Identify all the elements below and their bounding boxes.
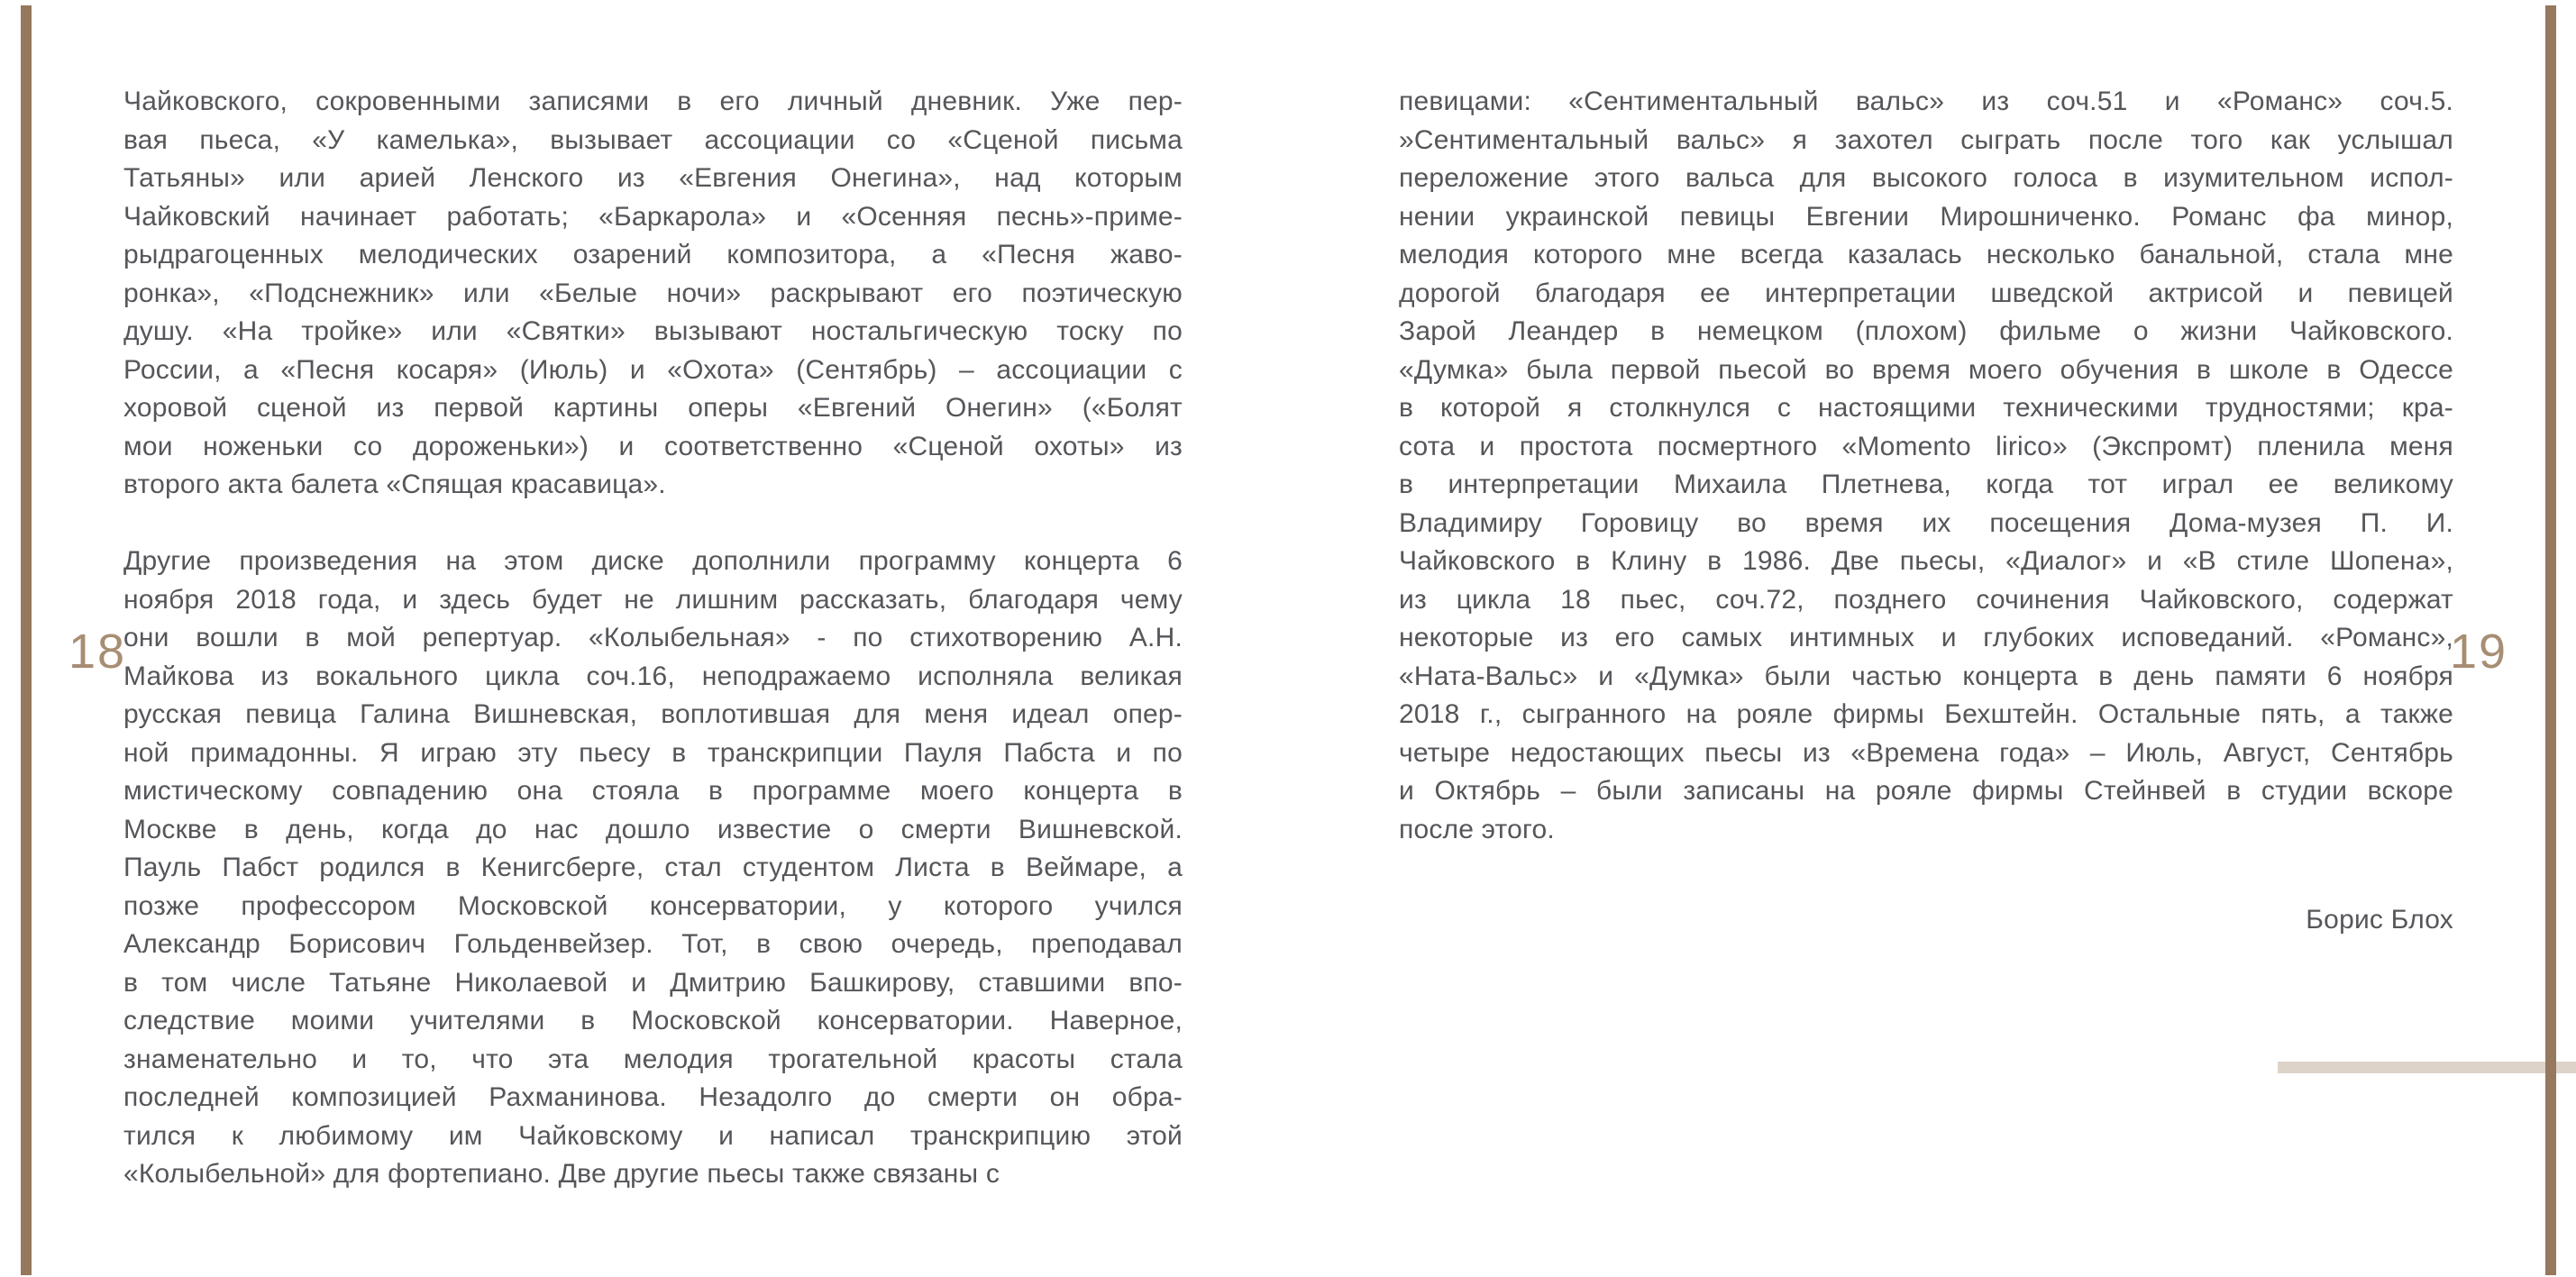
text-line: нении украинской певицы Евгении Мирошниченко. Романс фа минор,	[1399, 201, 2453, 232]
text-line: «Ната-Вальс» и «Думка» были частью концерта в день памяти 6 ноября	[1399, 661, 2453, 691]
text-line: мелодия которого мне всегда казалась несколько банальной, стала мне	[1399, 240, 2453, 269]
text-line: в интерпретации Михаила Плетнева, когда тот играл ее великому	[1399, 470, 2453, 499]
text-line: певицами: «Сентиментальный вальс» из соч.51 и «Романс» соч.5.	[1399, 87, 2453, 116]
text-line: тился к любимому им Чайковскому и написал транскрипцию этой	[123, 1120, 1183, 1151]
text-line: Чайковского, сокровенными записями в его личный дневник. Уже пер-	[123, 87, 1183, 116]
text-line: «Колыбельной» для фортепиано. Две другие пьесы также связаны с	[123, 1159, 1000, 1189]
text-line: ной примадонны. Я играю эту пьесу в транскрипции Пауля Пабста и по	[123, 737, 1183, 768]
text-line: позже профессором Московской консерватории, у которого учился	[123, 890, 1183, 921]
text-line: они вошли в мой репертуар. «Колыбельная» - по стихотворению А.Н.	[123, 623, 1183, 652]
text-line: Другие произведения на этом диске дополнили программу концерта 6	[123, 546, 1183, 576]
text-line: сота и простота посмертного «Momento lirico» (Экспромт) пленила меня	[1399, 431, 2453, 461]
text-line: «Думка» была первой пьесой во время моего обучения в школе в Одессе	[1399, 354, 2453, 385]
text-line: знаменательно и то, что эта мелодия трогательной красоты стала	[123, 1044, 1183, 1074]
text-line: 2018 г., сыгранного на рояле фирмы Бехштейн. Остальные пять, а также	[1399, 699, 2453, 729]
text-line: в том числе Татьяне Николаевой и Дмитрию Башкирову, ставшими впо-	[123, 967, 1183, 998]
text-line: ноября 2018 года, и здесь будет не лишним рассказать, благодаря чему	[123, 584, 1183, 615]
text-line: Александр Борисович Гольденвейзер. Тот, в свою очередь, преподавал	[123, 929, 1183, 959]
text-line: рыдрагоценных мелодических озарений композитора, а «Песня жаво-	[123, 240, 1183, 269]
page-number-left: 18	[68, 625, 127, 679]
text-line: России, а «Песня косаря» (Июль) и «Охота» (Сентябрь) – ассоциации с	[123, 354, 1183, 385]
text-line: мистическому совпадению она стояла в программе моего концерта в	[123, 776, 1183, 806]
text-line: и Октябрь – были записаны на рояле фирмы Стейнвей в студии вскоре	[1399, 776, 2453, 806]
text-line: Москве в день, когда до нас дошло известие о смерти Вишневской.	[123, 814, 1183, 844]
right-accent-bar	[2545, 5, 2556, 1275]
text-line: русская певица Галина Вишневская, воплотившая для меня идеал опер-	[123, 699, 1183, 729]
text-line: некоторые из его самых интимных и глубоких исповеданий. «Романс»,	[1399, 623, 2453, 652]
text-line: ронка», «Подснежник» или «Белые ночи» раскрывают его поэтическую	[123, 278, 1183, 308]
paragraph	[123, 543, 1183, 1194]
text-line: Пауль Пабст родился в Кенигсберге, стал студентом Листа в Веймаре, а	[123, 853, 1183, 882]
text-line: переложение этого вальса для высокого голоса в изумительном испол-	[1399, 163, 2453, 193]
text-line: последней композицией Рахманинова. Незадолго до смерти он обра-	[123, 1082, 1183, 1112]
text-line: следствие моими учителями в Московской консерватории. Наверное,	[123, 1006, 1183, 1035]
text-line: дорогой благодаря ее интерпретации шведской актрисой и певицей	[1399, 278, 2453, 308]
text-line: в которой я столкнулся с настоящими техническими трудностями; кра-	[1399, 393, 2453, 423]
text-line: Зарой Леандер в немецком (плохом) фильме о жизни Чайковского.	[1399, 316, 2453, 346]
text-line: душу. «На тройке» или «Святки» вызывают ностальгическую тоску по	[123, 316, 1183, 346]
text-line: из цикла 18 пьес, соч.72, позднего сочинения Чайковского, содержат	[1399, 584, 2453, 615]
left-accent-bar	[21, 5, 32, 1275]
text-line: Владимиру Горовицу во время их посещения Дома-музея П. И.	[1399, 507, 2453, 538]
text-line: после этого.	[1399, 814, 1555, 844]
text-line: мои ноженьки со дороженьки») и соответственно «Сценой охоты» из	[123, 431, 1183, 461]
right-page-text	[1399, 83, 2453, 940]
left-page-text	[123, 83, 1183, 1194]
text-line: Майкова из вокального цикла соч.16, неподражаемо исполняла великая	[123, 661, 1183, 691]
text-line: четыре недостающих пьесы из «Времена года» – Июль, Август, Сентябрь	[1399, 737, 2453, 768]
decorative-rule	[2278, 1062, 2576, 1073]
text-line: Чайковский начинает работать; «Баркарола» и «Осенняя песнь»-приме-	[123, 201, 1183, 232]
paragraph	[1399, 83, 2453, 849]
signature: Борис Блох	[2306, 905, 2453, 935]
text-line: Татьяны» или арией Ленского из «Евгения Онегина», над которым	[123, 163, 1183, 193]
text-line: вая пьеса, «У камелька», вызывает ассоциации со «Сценой письма	[123, 124, 1183, 155]
text-line: »Сентиментальный вальс» я захотел сыграть после того как услышал	[1399, 124, 2453, 155]
page-number-right: 19	[2449, 625, 2508, 679]
text-line: Чайковского в Клину в 1986. Две пьесы, «Диалог» и «В стиле Шопена»,	[1399, 546, 2453, 576]
text-line: хоровой сценой из первой картины оперы «Евгений Онегин» («Болят	[123, 393, 1183, 423]
text-line: второго акта балета «Спящая красавица».	[123, 470, 666, 499]
paragraph	[123, 83, 1183, 505]
